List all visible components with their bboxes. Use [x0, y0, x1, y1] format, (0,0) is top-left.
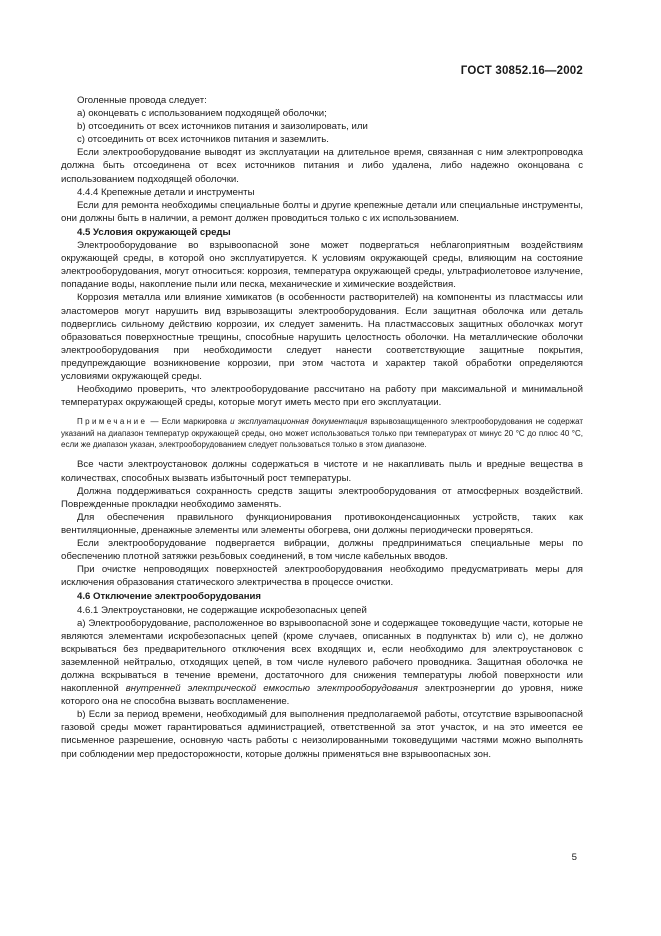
paragraph: Необходимо проверить, что электрооборудование рассчитано на работу при максимальной и минимальной температурах окружающей среды, которые могут иметь место при его эксплуатации. [61, 384, 583, 409]
paragraph-text: электроэнергии до уровня, ниже которого она не способна вызвать воспламенение. [61, 683, 583, 708]
paragraph: Коррозия металла или влияние химикатов (в особенности растворителей) на компоненты из пластмассы или эластомеров могут нарушить вид взрывозащиты электрооборудования. Если защитная оболочка или деталь подверглись сильному действию коррозии, их следует заменить. На пластмассовых защитных оболочках могут образоваться поверхностные трещины, способные нарушить целостность оболочки. На металлические оболочки электрооборудования при необходимости следует нанести соответствующие защитные покрытия, предупреждающие возникновение коррозии, при этом частота и характер такой обработки определяются условиями окружающей среды. [61, 292, 583, 382]
paragraph [61, 617, 583, 709]
note-italic: и эксплуатационная документация [230, 417, 368, 427]
note [61, 416, 583, 450]
paragraph: Все части электроустановок должны содержаться в чистоте и не накапливать пыль и вредные вещества в количествах, способных вызвать избыточный рост температуры. [61, 459, 583, 484]
list-item: а) оконцевать с использованием подходящей оболочки; [77, 108, 327, 120]
page-number: 5 [571, 852, 577, 863]
paragraph: Оголенные провода следует: [77, 95, 207, 106]
list-item: b) отсоединить от всех источников питания и заизолировать, или [77, 121, 368, 133]
note-label: Примечание [77, 417, 148, 427]
paragraph-italic: внутренней электрической емкостью электрооборудования [125, 683, 418, 695]
section-heading: 4.6 Отключение электрооборудования [77, 591, 262, 603]
paragraph: Если электрооборудование подвергается вибрации, должны предприниматься специальные меры по обеспечению плотной затяжки резьбовых соединений, в том числе кабельных вводов. [61, 538, 583, 563]
paragraph: Должна поддерживаться сохранность средств защиты электрооборудования от атмосферных воздействий. Поврежденные прокладки необходимо заменять. [61, 485, 583, 510]
paragraph: b) Если за период времени, необходимый для выполнения предполагаемой работы, отсутствие взрывоопасной газовой среды может гарантироваться администрацией, ответственной за этот участок, и на это имеется ее письменное разрешение, основную часть работы с неизолированными токоведущими частями можно выполнять при соблюдении мер предосторожности, которые должны применяться вне взрывоопасных зон. [61, 709, 583, 760]
note-text: взрывозащищенного электрооборудования не содержат указаний на диапазон температур окружающей среды, оно может использоваться только при температурах от минус 20 °С до плюс 40 °С, если же диапазон указан, электрооборудованием следует пользоваться только в этом диапазоне. [61, 417, 584, 450]
paragraph: Для обеспечения правильного функционирования противоконденсационных устройств, таких как вентиляционные, дренажные элементы или элементы обогрева, они должны периодически проверяться. [61, 511, 583, 536]
section-heading: 4.5 Условия окружающей среды [77, 226, 231, 238]
paragraph: Электрооборудование во взрывоопасной зоне может подвергаться неблагоприятным воздействиям окружающей среды, в которой оно эксплуатируется. К условиям окружающей среды, влияющим на состояние электрооборудования, могут относиться: коррозия, температура окружающей среды, ультрафиолетовое излучение, попадание воды, накопление пыли или песка, механические и химические воздействия. [61, 240, 583, 291]
paragraph: При очистке непроводящих поверхностей электрооборудования необходимо предусматривать меры для исключения образования статического электричества в процессе очистки. [61, 564, 583, 589]
list-item: с) отсоединить от всех источников питания и заземлить. [77, 134, 329, 146]
subsection-heading: 4.4.4 Крепежные детали и инструменты [77, 186, 255, 198]
paragraph-text: а) Электрооборудование, расположенное во взрывоопасной зоне и содержащее токоведущие части, которые не являются элементами искробезопасных цепей (кроме случаев, описанных в подпунктах b) или с), не должно вскрываться без предварительного отключения всех входящих и, если необходимо для электроустановок с заземленной нейтралью, отходящих цепей, в том числе нулевого рабочего проводника. Защитная оболочка не должна вскрываться в течение времени, достаточного для снижения температуры любой поверхности или накопленной [61, 617, 583, 695]
standard-header: ГОСТ 30852.16—2002 [460, 65, 583, 77]
subsection-heading: 4.6.1 Электроустановки, не содержащие искробезопасных цепей [77, 604, 367, 616]
paragraph: Если электрооборудование выводят из эксплуатации на длительное время, связанная с ним электропроводка должна быть отсоединена от всех источников питания и либо удалена, либо надежно оконцована с использованием подходящей оболочки. [61, 147, 583, 185]
page-body [61, 94, 583, 761]
note-text: — Если маркировка [147, 417, 231, 427]
paragraph: Если для ремонта необходимы специальные болты и другие крепежные детали или специальные инструменты, они должны быть в наличии, а ремонт должен проводиться только с их использованием. [61, 199, 583, 224]
